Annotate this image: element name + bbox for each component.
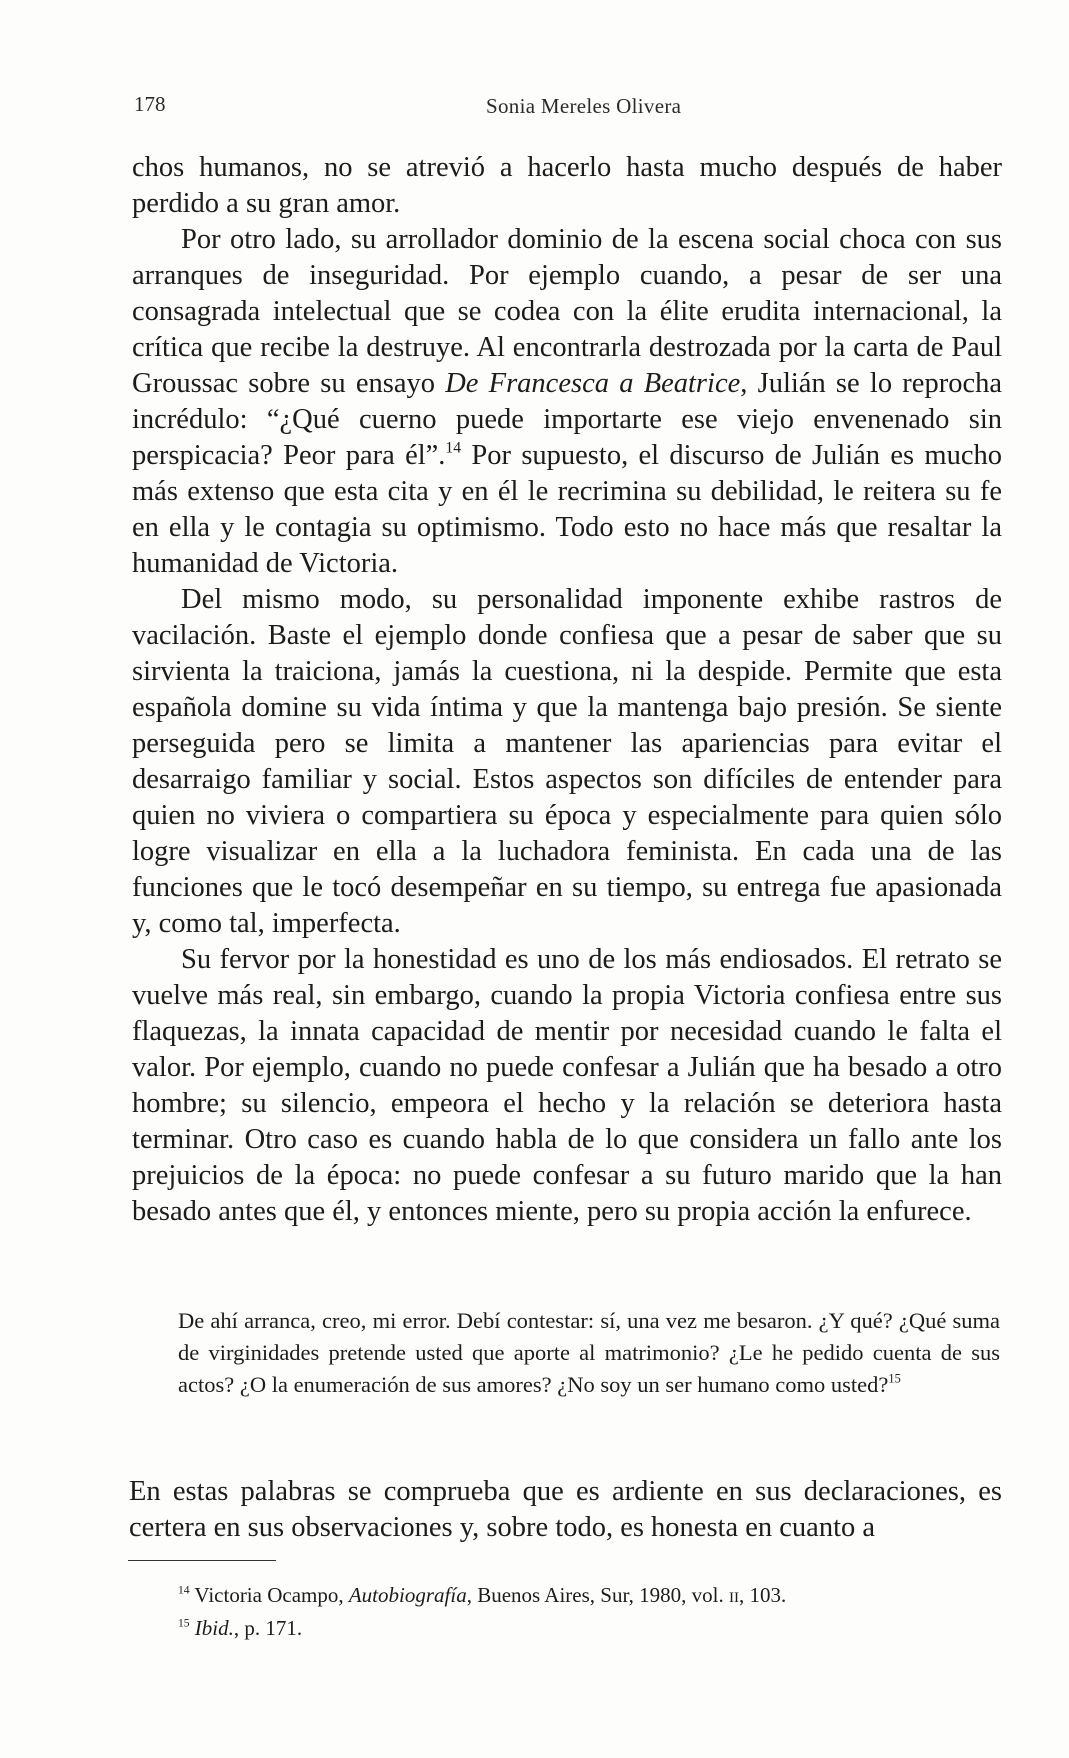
running-head [134,92,1002,122]
footnote-ref-14[interactable]: 14 [445,439,462,457]
block-quote [178,1305,1000,1401]
footnote-details: , p. 171. [233,1616,303,1640]
footnote-14 [178,1580,1000,1613]
running-title: Sonia Mereles Olivera [486,94,682,118]
block-quote-text: De ahí arranca, creo, mi error. Debí contestar: sí, una vez me besaron. ¿Y qué? ¿Qué suma de virginidades pretende usted que aporte al matrimonio? ¿Le he pedido cuenta de sus actos? ¿O la enumeración de sus amores? ¿No soy un ser humano como usted? [178,1308,1000,1397]
footnote-number: 14 [178,1584,190,1597]
footnote-15 [178,1613,1000,1643]
essay-title: De Francesca a Beatrice [445,368,741,399]
paragraph-2-text-c: Por supuesto, el discurso de Julián es mucho más extenso que esta cita y en él le recrimina su debilidad, le reitera su fe en ella y le contagia su optimismo. Todo esto no hace más que resaltar la humanidad de Victoria. [132,440,1002,579]
footnote-divider [128,1560,276,1561]
block-quote-paragraph [178,1305,1000,1401]
footnote-details: , Buenos Aires, Sur, 1980, vol. [466,1583,729,1607]
footnote-number: 15 [178,1617,190,1630]
page-number: 178 [134,92,166,116]
paragraph-4: Su fervor por la honestidad es uno de los más endiosados. El retrato se vuelve más real, sin embargo, cuando la propia Victoria confiesa entre sus flaquezas, la innata capacidad de mentir por necesidad cuando le falta el valor. Por ejemplo, cuando no puede confesar a Julián que ha besado a otro hombre; su silencio, empeora el hecho y la relación se deteriora hasta terminar. Otro caso es cuando habla de lo que considera un fallo ante los prejuicios de la época: no puede confesar a su futuro marido que la han besado antes que él, y entonces miente, pero su propia acción la enfurece. [132,944,1002,1227]
footnote-title: Autobiografía [348,1583,467,1607]
footnote-volume: II [728,1590,740,1606]
closing-paragraph [129,1474,1002,1546]
paragraph-2 [132,222,1002,582]
paragraph-1: chos humanos, no se atrevió a hacerlo hasta mucho después de haber perdido a su gran amor. [132,152,1002,219]
paragraph-3: Del mismo modo, su personalidad imponente exhibe rastros de vacilación. Baste el ejemplo donde confiesa que a pesar de saber que su sirvienta la traiciona, jamás la cuestiona, ni la despide. Permite que esta española domine su vida íntima y que la mantenga bajo presión. Se siente perseguida pero se limita a mantener las apariencias para evitar el desarraigo familiar y social. Estos aspectos son difíciles de entender para quien no viviera o compartiera su época y especialmente para quien sólo logre visualizar en ella a la luchadora feminista. En cada una de las funciones que le tocó desempeñar en su tiempo, su entrega fue apasionada y, como tal, imperfecta. [132,584,1002,939]
paragraph-2-text-a: Por otro lado, su arrollador dominio de la escena social choca con sus arranques de inseguridad. Por ejemplo cuando, a pesar de ser una consagrada intelectual que se codea con la élite erudita internacional, la crítica que recibe la destruye. Al encontrarla destrozada por la carta de Paul Groussac sobre su ensayo [132,224,1002,399]
paragraph-2-text-b: , Julián se lo reprocha incrédulo: “¿Qué cuerno puede importarte ese viejo envenenado sin perspicacia? Peor para él”. [132,368,1002,471]
closing-text: En estas palabras se comprueba que es ardiente en sus declaraciones, es certera en sus observaciones y, sobre todo, es honesta en cuanto a [129,1476,1002,1543]
footnotes [178,1580,1000,1643]
body-text [132,150,1002,1230]
footnote-author: Victoria Ocampo, [194,1583,349,1607]
footnote-ref-15[interactable]: 15 [888,1371,901,1386]
footnote-page: , 103. [739,1583,787,1607]
footnote-title: Ibid. [194,1616,234,1640]
